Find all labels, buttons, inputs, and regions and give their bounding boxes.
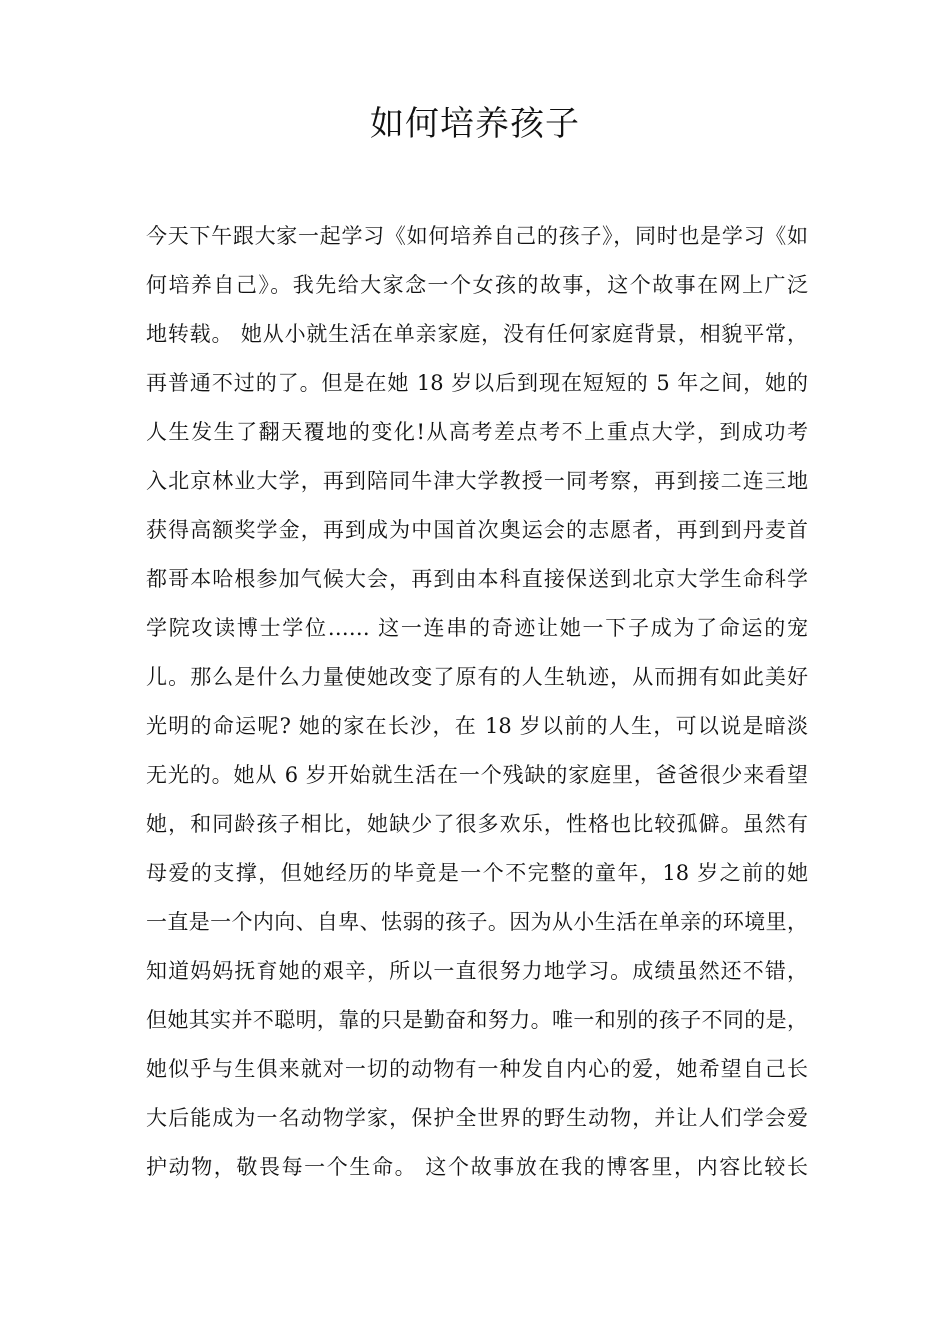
body-line: 大后能成为一名动物学家，保护全世界的野生动物，并让人们学会爱: [146, 1106, 808, 1130]
body-line: 再普通不过的了。但是在她 18 岁以后到现在短短的 5 年之间，她的: [146, 371, 808, 395]
document-body: [146, 212, 808, 1192]
body-line: 何培养自己》。我先给大家念一个女孩的故事，这个故事在网上广泛: [146, 273, 808, 297]
body-line: 获得高额奖学金，再到成为中国首次奥运会的志愿者，再到到丹麦首: [146, 518, 808, 542]
body-line: 都哥本哈根参加气候大会，再到由本科直接保送到北京大学生命科学: [146, 567, 808, 591]
body-line: 无光的。她从 6 岁开始就生活在一个残缺的家庭里，爸爸很少来看望: [146, 763, 808, 787]
body-line: 光明的命运呢? 她的家在长沙，在 18 岁以前的人生，可以说是暗淡: [146, 714, 808, 738]
body-line: 人生发生了翻天覆地的变化!从高考差点考不上重点大学，到成功考: [146, 420, 808, 444]
body-line: 知道妈妈抚育她的艰辛，所以一直很努力地学习。成绩虽然还不错，: [146, 959, 808, 983]
body-line: 今天下午跟大家一起学习《如何培养自己的孩子》，同时也是学习《如: [146, 224, 808, 248]
body-line: 她似乎与生俱来就对一切的动物有一种发自内心的爱，她希望自己长: [146, 1057, 808, 1081]
body-line: 护动物，敬畏每一个生命。 这个故事放在我的博客里，内容比较长: [146, 1155, 808, 1179]
body-line: 儿。那么是什么力量使她改变了原有的人生轨迹，从而拥有如此美好: [146, 665, 808, 689]
body-line: 入北京林业大学，再到陪同牛津大学教授一同考察，再到接二连三地: [146, 469, 808, 493]
body-line: 一直是一个内向、自卑、怯弱的孩子。因为从小生活在单亲的环境里，: [146, 910, 808, 934]
body-line: 母爱的支撑，但她经历的毕竟是一个不完整的童年，18 岁之前的她: [146, 861, 808, 885]
body-line: 地转载。 她从小就生活在单亲家庭，没有任何家庭背景，相貌平常，: [146, 322, 808, 346]
document-title: 如何培养孩子: [370, 104, 580, 144]
body-line: 学院攻读博士学位…… 这一连串的奇迹让她一下子成为了命运的宠: [146, 616, 808, 640]
body-line: 她，和同龄孩子相比，她缺少了很多欢乐，性格也比较孤僻。虽然有: [146, 812, 808, 836]
body-line: 但她其实并不聪明，靠的只是勤奋和努力。唯一和别的孩子不同的是，: [146, 1008, 808, 1032]
